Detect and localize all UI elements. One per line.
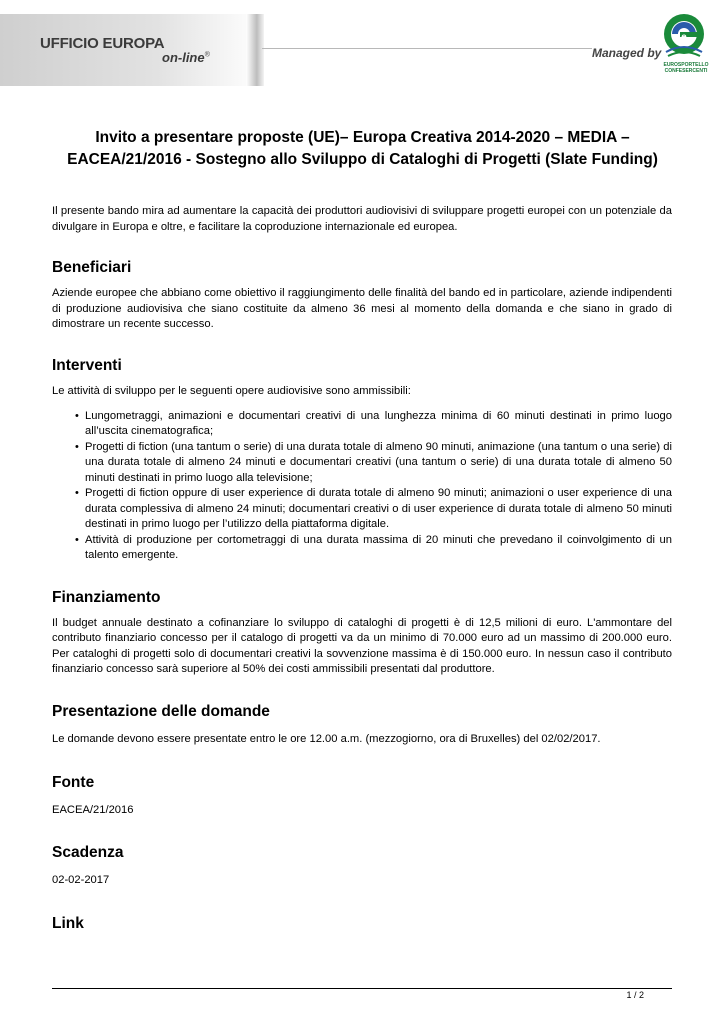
header-rule [262, 48, 592, 49]
heading-scadenza: Scadenza [52, 844, 124, 862]
interventi-paragraph: Le attività di sviluppo per le seguenti opere audiovisive sono ammissibili: [52, 384, 411, 397]
intro-paragraph: Il presente bando mira ad aumentare la capacità dei produttori audiovisivi di sviluppare progetti europei con un potenziale da divulgare in Europa e oltre, e facilitare la coproduzione internazionale ed europea. [52, 205, 672, 233]
managed-by-label: Managed by [592, 46, 662, 60]
heading-presentazione: Presentazione delle domande [52, 702, 270, 720]
brand-subtitle-text: on-line [162, 50, 205, 65]
bullet-icon: • [75, 409, 79, 422]
scadenza-value: 02-02-2017 [52, 874, 110, 887]
brand-subtitle [162, 50, 210, 65]
bullet-icon: • [75, 533, 79, 546]
svg-text:e: e [681, 32, 687, 41]
presentazione-paragraph: Le domande devono essere presentate entro le ore 12.00 a.m. (mezzogiorno, ora di Bruxelles) del 02/02/2017. [52, 732, 601, 745]
list-item-text: Progetti di fiction (una tantum o serie) di una durata totale di almeno 90 minuti, animazione (una tantum o una serie) di una durata totale di almeno 24 minuti e documentari creativi (una tantum o serie) di una durata totale di almeno 50 minuti destinati in primo luogo alla televisione; [85, 440, 672, 484]
document-body [52, 204, 672, 934]
beneficiari-paragraph: Aziende europee che abbiano come obiettivo il raggiungimento delle finalità del bando ed in particolare, aziende indipendenti di produzione audiovisiva che siano costituite da almeno 36 mesi al momento della domanda e che siano in grado di dimostrare un recente successo. [52, 287, 672, 331]
header-banner-edge [246, 14, 264, 86]
bullet-icon: • [75, 440, 79, 453]
heading-beneficiari: Beneficiari [52, 259, 132, 277]
list-item-text: Attività di produzione per cortometraggi di una durata massima di 20 minuti che prevedano il coinvolgimento di un talento emergente. [85, 533, 672, 562]
brand-title: UFFICIO EUROPA [40, 35, 165, 52]
heading-fonte: Fonte [52, 773, 95, 791]
logo-caption: EUROSPORTELLO CONFESERCENTI [663, 62, 709, 74]
list-item [52, 486, 672, 533]
registered-mark: ® [204, 51, 210, 59]
heading-finanziamento: Finanziamento [52, 588, 161, 606]
page-header [0, 0, 725, 86]
finanziamento-paragraph: Il budget annuale destinato a cofinanziare lo sviluppo di cataloghi di progetti è di 12,5 milioni di euro. L'ammontare del contributo finanziario concesso per il catalogo di progetti va da un minimo di 70.000 euro ad un massimo di 200.000 euro. Per cataloghi di progetti solo di documentari creativi la sovvenzione massima è di 150.000 euro. In nessun caso il contributo finanziario concesso sarà superiore al 50% dei costi ammissibili presentati dal produttore. [52, 616, 672, 676]
list-item-text: Progetti di fiction oppure di user experience di durata totale di almeno 90 minuti; animazioni o user experience di una durata complessiva di almeno 24 minuti; documentari creativi o di user experience di durata totale di almeno 50 minuti destinati in primo luogo per l’utilizzo della piattaforma digitale. [85, 487, 672, 531]
page-number: 1 / 2 [626, 990, 644, 1000]
fonte-value: EACEA/21/2016 [52, 803, 134, 816]
list-item [52, 533, 672, 564]
list-item [52, 440, 672, 487]
list-item [52, 409, 672, 440]
heading-interventi: Interventi [52, 356, 122, 374]
footer-rule [52, 988, 672, 989]
eurosportello-logo-icon [662, 12, 706, 66]
heading-link: Link [52, 914, 84, 932]
list-item-text: Lungometraggi, animazioni e documentari creativi di una lunghezza minima di 60 minuti destinati in primo luogo all’uscita cinematografica; [85, 409, 672, 438]
document-title: Invito a presentare proposte (UE)– Europa Creativa 2014-2020 – MEDIA – EACEA/21/2016 - Sostegno allo Sviluppo di Cataloghi di Progetti (Slate Funding) [67, 129, 658, 168]
interventi-list [52, 409, 672, 564]
bullet-icon: • [75, 487, 79, 500]
